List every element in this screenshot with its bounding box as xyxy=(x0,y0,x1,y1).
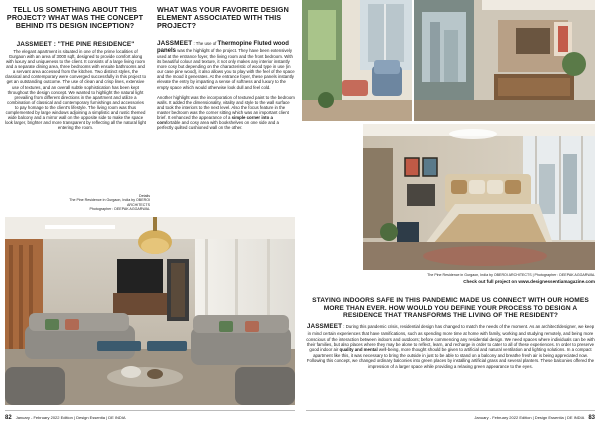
question-heading-2: WHAT WAS YOUR FAVORITE DESIGN ELEMENT ASSOCIATED WITH THIS PROJECT? xyxy=(157,5,289,31)
right-footer xyxy=(474,413,595,422)
details-caption xyxy=(60,194,150,211)
caption-line-1: Details xyxy=(139,194,150,198)
right-footer-text: January - February 2022 Edition | Design Essentia | DE INDIA xyxy=(474,415,585,420)
answer-body-3: JASSMEET : During this pandemic crisis, residential design has changed to match the needs of the moment. As an architect/designer, we keep in mind certain experiences that have ramifications, such as spending more time at home with family, working and studying remotely, and being more conscious of the interaction between indoors and outdoors; before commencing any residential design. We need spaces where individuals can be with their families, but also places where they may be alone to reflect, learn, and recharge in order to cater to all of these experiences. In order to preserve good indoor air quality and mental well-being, more thought should be given to artificial and natural ventilation and lighting solutions. In a compact apartment like this, it was necessary to bring the outside in just to be able to stand on a balcony and breathe fresh air is being appreciated now. Following this concept, we changed ordinary balconies into green places by installing artificial grass and several planters. These balconies offered the impression of a larger space while providing a relaxing green appearance to the eyes. xyxy=(306,323,595,369)
left-footer-rule xyxy=(5,410,295,411)
dining-window-photo xyxy=(414,0,595,121)
highlight-term: Thermopine Fluted wood panels xyxy=(157,41,289,55)
living-room-photo xyxy=(5,217,295,405)
right-footer-rule xyxy=(306,410,595,411)
left-footer-text: January - February 2022 Edition | Design Essentia | DE INDIA xyxy=(15,415,126,420)
website-line: Check out full project on www.designessentiamagazine.com xyxy=(463,279,595,284)
caption-line-3: Photographer : DEEPAK AGGARWAL xyxy=(89,206,150,211)
corner-seating-photo xyxy=(302,0,412,121)
answer-label: JASSMEET xyxy=(157,40,193,47)
question-heading-3: STAYING INDOORS SAFE IN THIS PANDEMIC MADE US CONNECT WITH OUR HOMES MORE THAN EVER. HOW WOULD YOU DEFINE YOUR PROCESS TO DESIGN A RESIDENCE THAT TRANSFORMS THE LIVING OF THE RESIDENT? xyxy=(312,297,589,320)
caption-line-2: The Pine Residence in Gurgaon, India by OBEROI ARCHITECTS xyxy=(69,198,150,207)
photo-caption: The Pine Residence in Gurgaon, India by OBEROI ARCHITECTS | Photographer : DEEPAK AGGARWAL xyxy=(427,273,595,277)
left-page-number: 82 xyxy=(5,414,12,421)
left-footer xyxy=(5,413,126,422)
answer-label: JASSMEET xyxy=(306,323,343,330)
answer-body-2: JASSMEET : The use of Thermopine Fluted wood panels was the highlight of the project. They have been extensively used at the entrance foyer, the living room and the front bedroom. With its beautiful colour and texture, it not only makes any interior instantly more cosy but depending on the characteristic of wood type in use (in our case pine wood), it also allows you to play with the feel of the space and the mood it generates. At the entrance foyer, these panels instantly elevate the entry by imparting a sense of softness and luxury to the empty space which would otherwise look dull and feel cold. Another highlight was the incorporation of textured paint to the bedroom walls. It added the dimensionality, vitality and style to the wall surface and took the interiors to the next level. Also the focus feature in the master bedroom was the corner sitting which was an important client brief. It enhanced the appearance of a simple corner into a comfortable and cosy area with bookshelves on one side and a perfectly quilted cushioned wall on the other. xyxy=(157,40,295,130)
master-bedroom-photo xyxy=(363,124,595,270)
answer-title: : "THE PINE RESIDENCE" xyxy=(51,41,135,48)
answer-label: JASSMEET xyxy=(16,41,52,48)
answer-text: The elegant apartment is situated in one of the prime localities of Gurgaon with an area of 3000 sqft, designed to provide comfort along with luxury and uniqueness to the client. It consists of a large living room and a separate dining area, three bedrooms with ensuite bathrooms and a servant area accessed from the kitchen. Two distinct styles, the classical and contemporary were converged successfully in this project to get an outstanding outcome. The use of clean and crisp lines, extensive use of textures, and an overall subtle sophistication has been kept throughout the design concept. We wanted to highlight the natural light prevailing from different directions in the apartment and utilize a combination of classical and contemporary furnishings and accessories to pay homage to the client's lifestyle. The living room was thus complemented by large windows adjoining a simplistic and rustic themed wide balcony and a mirror wall on the opposite side to make the space look larger, brighter and more transparent by reflecting all the natural light entering the room. xyxy=(5,49,147,130)
question-heading-1: TELL US SOMETHING ABOUT THIS PROJECT? WHAT WAS THE CONCEPT BEHIND ITS DESIGN INCEPTION? xyxy=(6,5,144,31)
answer-body-1 xyxy=(5,41,146,130)
right-page-number: 83 xyxy=(588,414,595,421)
